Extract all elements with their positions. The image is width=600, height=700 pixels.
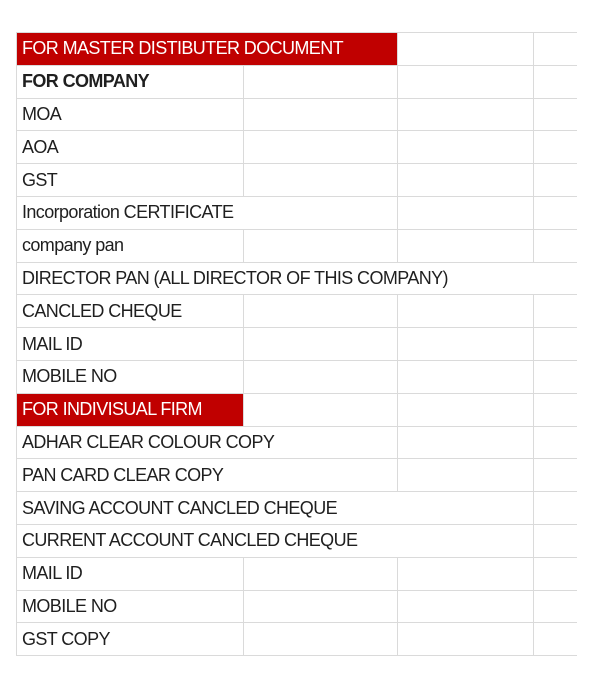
cell[interactable] [398,164,534,197]
cell[interactable] [534,524,577,557]
cell[interactable] [534,131,577,164]
cell-grid [16,32,577,656]
document-cell[interactable]: ADHAR CLEAR COLOUR COPY [17,426,244,459]
table-row [17,360,577,393]
cell[interactable] [534,262,577,295]
document-cell[interactable]: MAIL ID [17,328,244,361]
cell[interactable] [398,492,534,525]
table-row [17,65,577,98]
cell[interactable] [534,229,577,262]
section-header-individual-firm[interactable]: FOR INDIVISUAL FIRM [17,393,244,426]
table-row [17,459,577,492]
cell[interactable] [534,196,577,229]
cell[interactable] [534,623,577,656]
cell[interactable] [244,360,398,393]
table-row [17,492,577,525]
cell[interactable] [244,557,398,590]
document-cell[interactable]: PAN CARD CLEAR COPY [17,459,244,492]
cell[interactable] [244,328,398,361]
cell[interactable] [244,590,398,623]
cell[interactable] [534,393,577,426]
document-cell[interactable]: GST COPY [17,623,244,656]
table-row [17,426,577,459]
cell[interactable] [244,459,398,492]
cell[interactable] [534,295,577,328]
cell[interactable] [244,164,398,197]
table-row [17,623,577,656]
table-row [17,262,577,295]
cell[interactable] [244,393,398,426]
cell[interactable] [398,557,534,590]
document-cell[interactable]: MAIL ID [17,557,244,590]
table-row [17,524,577,557]
cell[interactable] [534,492,577,525]
table-row [17,33,577,66]
table-row [17,98,577,131]
cell[interactable] [534,426,577,459]
table-row [17,328,577,361]
cell[interactable] [534,459,577,492]
cell[interactable] [534,557,577,590]
cell[interactable] [398,328,534,361]
table-row [17,164,577,197]
table-row [17,229,577,262]
cell[interactable] [534,590,577,623]
cell[interactable] [244,623,398,656]
table-row [17,393,577,426]
cell[interactable] [244,65,398,98]
cell[interactable] [398,65,534,98]
cell[interactable] [398,393,534,426]
document-cell[interactable]: AOA [17,131,244,164]
cell[interactable] [398,524,534,557]
document-cell[interactable]: GST [17,164,244,197]
cell[interactable] [534,360,577,393]
document-cell[interactable]: MOBILE NO [17,360,244,393]
cell[interactable] [534,65,577,98]
cell[interactable] [244,196,398,229]
cell[interactable] [244,98,398,131]
cell[interactable] [398,295,534,328]
cell[interactable] [398,590,534,623]
cell[interactable] [534,33,577,66]
document-cell[interactable]: MOA [17,98,244,131]
cell[interactable] [398,360,534,393]
document-cell[interactable]: CANCLED CHEQUE [17,295,244,328]
subheader-for-company[interactable]: FOR COMPANY [17,65,244,98]
cell[interactable] [398,131,534,164]
table-row [17,131,577,164]
document-cell[interactable]: DIRECTOR PAN (ALL DIRECTOR OF THIS COMPANY) [17,262,244,295]
cell[interactable] [534,328,577,361]
cell[interactable] [398,426,534,459]
cell[interactable] [398,623,534,656]
section-header-master-distributor[interactable]: FOR MASTER DISTIBUTER DOCUMENT [17,33,398,66]
cell[interactable] [534,98,577,131]
cell[interactable] [534,164,577,197]
document-cell[interactable]: Incorporation CERTIFICATE [17,196,244,229]
document-cell[interactable]: company pan [17,229,244,262]
table-row [17,295,577,328]
cell[interactable] [244,295,398,328]
cell[interactable] [398,459,534,492]
document-cell[interactable]: SAVING ACCOUNT CANCLED CHEQUE [17,492,244,525]
cell[interactable] [244,229,398,262]
document-cell[interactable]: CURRENT ACCOUNT CANCLED CHEQUE [17,524,244,557]
table-row [17,590,577,623]
cell[interactable] [398,33,534,66]
cell[interactable] [398,196,534,229]
cell[interactable] [398,229,534,262]
document-cell[interactable]: MOBILE NO [17,590,244,623]
cell[interactable] [398,98,534,131]
table-row [17,196,577,229]
cell[interactable] [244,131,398,164]
table-row [17,557,577,590]
